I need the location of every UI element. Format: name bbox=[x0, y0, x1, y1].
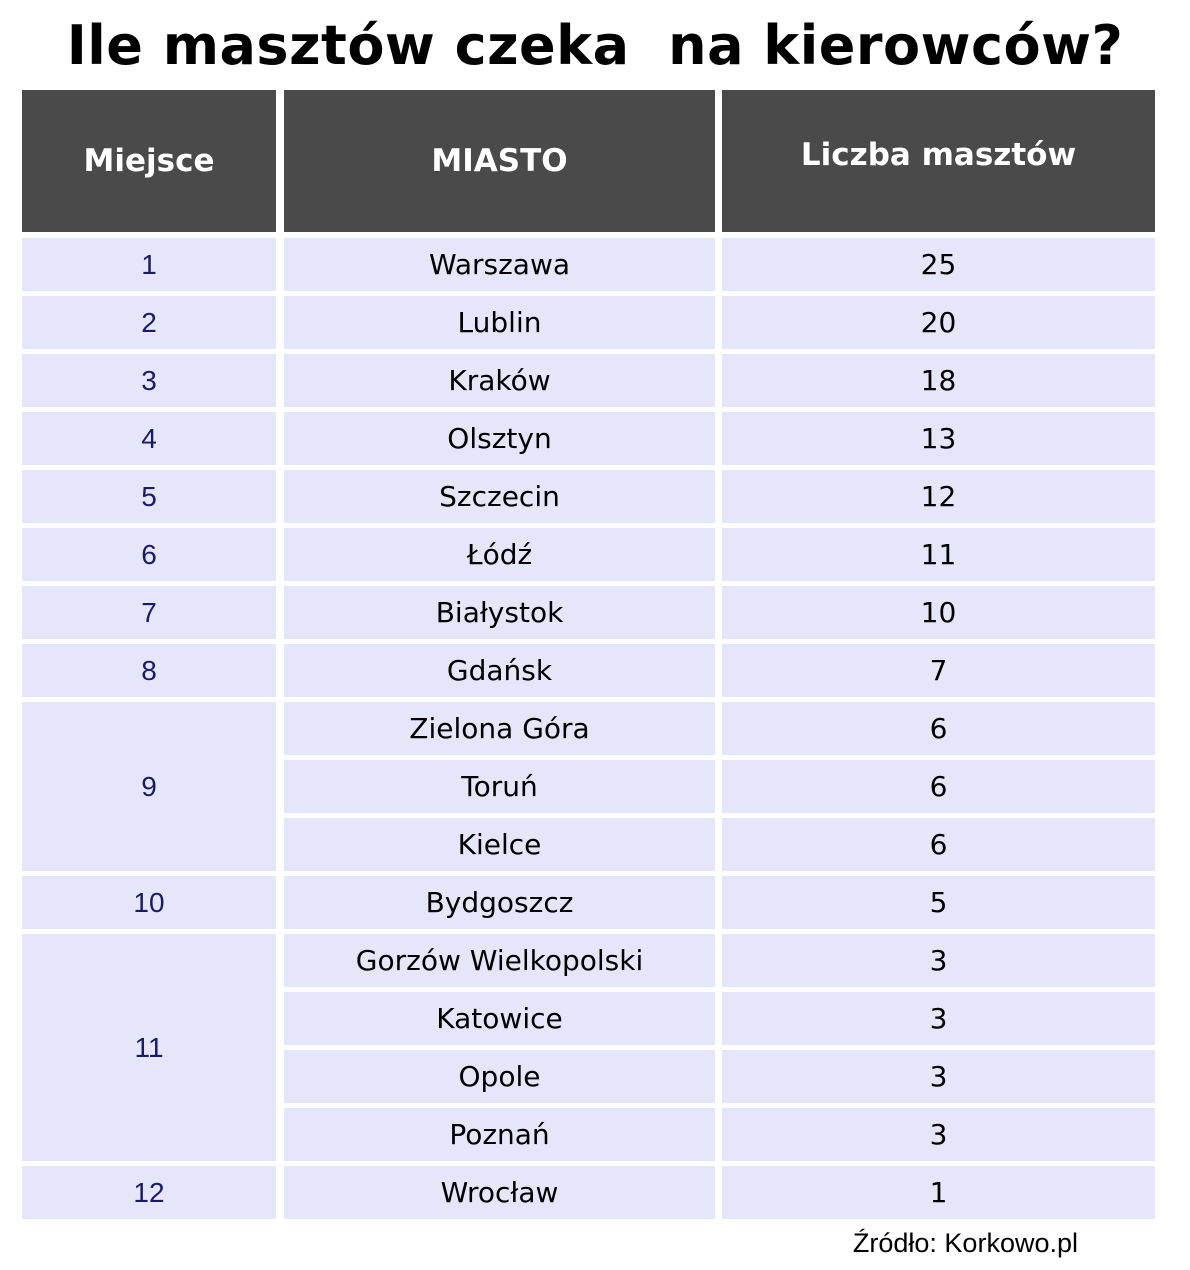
rank-cell: 11 bbox=[22, 934, 276, 1161]
count-cell: 5 bbox=[722, 876, 1155, 929]
count-cell: 11 bbox=[722, 528, 1155, 581]
city-cell: Poznań bbox=[284, 1108, 715, 1161]
rank-cell: 3 bbox=[22, 354, 276, 407]
city-cell: Kraków bbox=[284, 354, 715, 407]
city-cell: Białystok bbox=[284, 586, 715, 639]
city-cell: Gorzów Wielkopolski bbox=[284, 934, 715, 987]
city-cell: Kielce bbox=[284, 818, 715, 871]
city-column-header: MIASTO bbox=[284, 90, 715, 232]
city-cell: Łódź bbox=[284, 528, 715, 581]
count-cell: 6 bbox=[722, 760, 1155, 813]
city-cell: Katowice bbox=[284, 992, 715, 1045]
count-cell: 7 bbox=[722, 644, 1155, 697]
count-cell: 6 bbox=[722, 702, 1155, 755]
count-cell: 3 bbox=[722, 992, 1155, 1045]
city-cell: Lublin bbox=[284, 296, 715, 349]
city-cell: Bydgoszcz bbox=[284, 876, 715, 929]
rank-cell: 4 bbox=[22, 412, 276, 465]
city-cell: Wrocław bbox=[284, 1166, 715, 1219]
count-cell: 18 bbox=[722, 354, 1155, 407]
rank-cell: 1 bbox=[22, 238, 276, 291]
count-cell: 3 bbox=[722, 934, 1155, 987]
count-cell: 3 bbox=[722, 1108, 1155, 1161]
count-cell: 6 bbox=[722, 818, 1155, 871]
rank-cell: 9 bbox=[22, 702, 276, 871]
rank-cell: 8 bbox=[22, 644, 276, 697]
chart-title: Ile masztów czeka na kierowców? bbox=[66, 14, 1124, 77]
count-cell: 13 bbox=[722, 412, 1155, 465]
rank-cell: 2 bbox=[22, 296, 276, 349]
count-cell: 25 bbox=[722, 238, 1155, 291]
rank-cell: 7 bbox=[22, 586, 276, 639]
city-cell: Opole bbox=[284, 1050, 715, 1103]
city-cell: Toruń bbox=[284, 760, 715, 813]
count-cell: 10 bbox=[722, 586, 1155, 639]
count-cell: 1 bbox=[722, 1166, 1155, 1219]
count-column-header: Liczba masztów bbox=[722, 90, 1155, 232]
rank-cell: 12 bbox=[22, 1166, 276, 1219]
rank-cell: 10 bbox=[22, 876, 276, 929]
city-cell: Zielona Góra bbox=[284, 702, 715, 755]
source-note: Źródło: Korkowo.pl bbox=[852, 1228, 1078, 1258]
city-cell: Olsztyn bbox=[284, 412, 715, 465]
city-cell: Gdańsk bbox=[284, 644, 715, 697]
count-cell: 20 bbox=[722, 296, 1155, 349]
city-cell: Szczecin bbox=[284, 470, 715, 523]
city-cell: Warszawa bbox=[284, 238, 715, 291]
count-cell: 12 bbox=[722, 470, 1155, 523]
rank-column-header: Miejsce bbox=[22, 90, 276, 232]
rank-cell: 6 bbox=[22, 528, 276, 581]
count-cell: 3 bbox=[722, 1050, 1155, 1103]
rank-cell: 5 bbox=[22, 470, 276, 523]
